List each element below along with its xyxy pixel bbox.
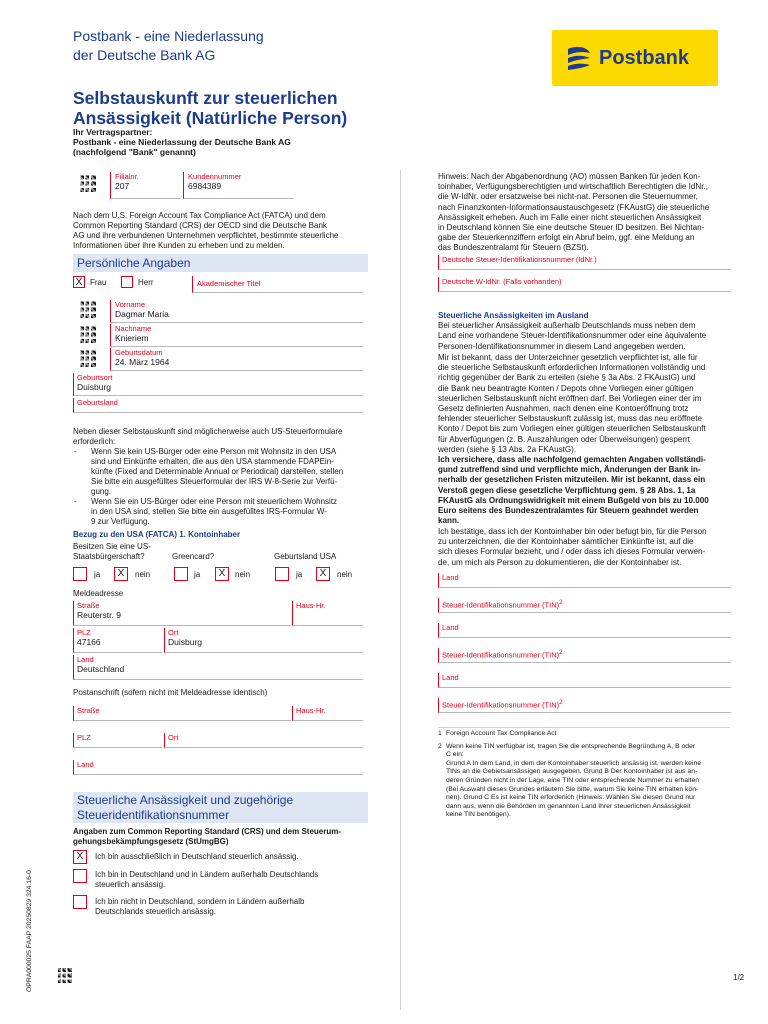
tax-opt1-mark: X [76,851,84,862]
melde-land-field[interactable] [73,655,363,680]
bekannt-line: richtig gegenüber der Bank zu erteilen (siehe § 3a Abs. 2 FKAustG) und [438,373,696,383]
footnote-1-number: 1 [438,730,442,737]
post-plz-label: PLZ [77,733,91,742]
versichere-line: nerhalb der gesetzlichen Fristen mitzuteilen. Mir ist bekannt, dass ein [438,475,706,485]
post-land-label: Land [77,760,94,769]
melde-ort-value: Duisburg [168,637,203,647]
intro-line: Nach dem U.S. Foreign Account Tax Compliance Act (FATCA) und dem [73,211,326,220]
foreign-land-label: Land [442,573,459,582]
footnote-2-line: keine TIN benötigen). [446,811,511,819]
hinweis-line: in Deutschland können Sie eine deutsche Steuer ID besitzen. Bei Nichtan- [438,223,705,233]
nachname-label: Nachname [115,324,152,333]
vorname-label: Vorname [115,300,146,309]
melde-strasse-label: Straße [77,601,100,610]
crs-heading-line1: Angaben zum Common Reporting Standard (CRS) und dem Steuerum- [73,827,342,836]
tin-footnote-ref: 2 [559,649,563,656]
partner-line1: Ihr Vertragspartner: [73,127,153,137]
footnote-1 [438,730,734,739]
citizenship-nein-label: nein [135,570,151,579]
versichere-line: gund zutreffend sind und verpflichte mich, Änderungen der Bank in- [438,465,701,475]
tax-opt3-line2: Deutschlands steuerlich ansässig. [95,907,216,916]
melde-land-value: Deutschland [77,664,125,674]
citizenship-nein-checkbox[interactable] [114,567,128,581]
geburtsdatum-field[interactable] [110,348,363,371]
akad-titel-label: Akademischer Titel [197,279,261,288]
tax-opt3-checkbox[interactable] [73,895,87,909]
side-document-code: OPRA000025 FAAP 20250829 324.16-0 [26,870,33,992]
versichere-block [438,455,734,526]
intro-text [73,211,373,251]
hinweis-line: toinhaber, Verfügungsberechtigten und wirtschaftlich Berechtigten die IdNr., [438,182,708,192]
akad-titel-field[interactable] [192,276,363,293]
post-heading: Postanschrift (sofern nicht mit Meldeadresse identisch) [73,688,268,697]
footnotes [438,730,734,820]
foreign-land-field-3[interactable] [438,673,731,688]
ausland-line: Bei steuerlicher Ansässigkeit außerhalb Deutschlands muss neben dem [438,321,696,331]
footnote-2-line: dann aus, wenn die Behörden im genannten Land Ihrer steuerlichen Ansässigkeit [446,802,691,810]
herr-checkbox[interactable] [121,276,133,288]
tin-footnote-ref: 2 [559,699,563,706]
tin-footnote-ref: 2 [559,599,563,606]
us-bullet-1 [73,447,373,497]
section-tax-residence [73,792,368,823]
bekannt-line: steuerlichen Selbstauskunft nicht eröffnen darf. Bei Vorliegen einer der im [438,393,702,403]
post-strasse-label: Straße [77,706,100,715]
citizenship-ja-checkbox[interactable] [73,567,87,581]
bullet-dash: - [74,447,77,456]
frau-checkmark: X [75,277,83,288]
herr-label: Herr [138,278,154,287]
footnote-2-line: (Bei Auswahl dieses Grundes erläutern Sie bitte, warum Sie keine TIN erhalten kön- [446,785,699,793]
foreign-tin-label [439,698,731,710]
postbank-logo [552,30,718,86]
melde-strasse-value: Reuterstr. 9 [77,610,121,620]
citizenship-ja-label: ja [94,570,101,579]
geburtsort-value: Duisburg [77,382,112,392]
q-citizenship-line1: Besitzen Sie eine US- [73,542,151,551]
widnr-label: Deutsche W-IdNr. (Falls vorhanden) [442,277,562,286]
intro-line: Common Reporting Standard (CRS) der OECD sind die Deutsche Bank [73,221,327,230]
form-title-line1: Selbstauskunft zur steuerlichen [73,88,338,108]
foreign-tin-field-1[interactable] [438,598,731,613]
melde-strasse-field[interactable] [73,601,291,626]
section-tax-title-line1: Steuerliche Ansässigkeit und zugehörige [77,793,294,807]
greencard-nein-mark: X [218,568,226,579]
tax-opt2-line2: steuerlich ansässig. [95,880,166,889]
footnote-1-text: Foreign Account Tax Compliance Act [446,730,557,737]
tax-opt2-label [95,870,318,890]
bullet-line: Wenn Sie kein US-Bürger oder eine Person mit Wohnsitz in den USA [91,447,337,456]
bekannt-line: für Abverfügungen (z. B. Auszahlungen oder Überweisungen) gesperrt [438,434,690,444]
footnote-rule [438,727,730,728]
foreign-tin-field-3[interactable] [438,698,731,713]
bullet-line: künfte (Fixed and Determinable Annual or Periodical) darstellen, stellen [91,467,344,476]
melde-plz-field[interactable] [73,628,162,653]
tin-label-text: Steuer-Identifikationsnummer (TIN) [442,700,560,710]
intro-line: AG und ihre verbundenen Unternehmen verpflichtet, bestimmte steuerliche [73,231,339,240]
melde-ort-field[interactable] [164,628,363,653]
idnr-field[interactable] [438,255,731,270]
fatca-heading: Bezug zu den USA (FATCA) 1. Kontoinhaber [73,530,241,539]
bullet-line: gung. [91,487,112,496]
hinweis-line: Ansässigkeit erheben. Auch im Falle einer nicht steuerlichen Ansässigkeit [438,212,702,222]
bank-name [73,27,264,65]
page-number: 1/2 [733,973,745,982]
q-citizenship [73,542,151,562]
crs-heading [73,827,341,847]
nachname-field[interactable] [110,324,363,347]
filial-value: 207 [115,181,130,191]
foreign-land-label: Land [442,623,459,632]
form-title-line2: Ansässigkeit (Natürliche Person) [73,108,348,128]
geburtsland-field[interactable] [73,398,363,413]
footnote-2-line: C ein: [446,751,464,759]
melde-ort-label: Ort [168,628,179,637]
versichere-line: Ich versichere, dass alle nachfolgend gemachten Angaben vollständi- [438,455,706,464]
melde-heading: Meldeadresse [73,589,124,598]
tax-opt2-checkbox[interactable] [73,869,87,883]
post-plz-field[interactable] [73,733,162,748]
bekannt-line: die Bank neu beantragte Konten / Depots ohne Vorliegen einer gültigen [438,383,694,393]
nachname-value: Knieriem [115,333,149,343]
melde-hausnr-label: Haus-Hr. [296,601,326,610]
footnote-2-line: nen). Grund C Es ist keine TIN erforderlich (Hinweis: Wählen Sie diesen Grund nur [446,794,696,802]
us-intro-line: Neben dieser Selbstauskunft sind möglicherweise auch US-Steuerformulare [73,427,343,436]
tin-label-text: Steuer-Identifikationsnummer (TIN) [442,600,560,610]
idnr-label: Deutsche Steuer-Identifikationsnummer (IdNr.) [442,255,597,264]
bullet-line: Sie bitte ein ausgefülltes Steuerformular der IRS W-8-Serie zur Verfü- [91,477,338,486]
bekannt-block [438,353,734,455]
bekannt-line: fehlender steuerlicher Selbstauskunft zulässig ist, muss das neu eröffnete [438,414,702,424]
melde-plz-label: PLZ [77,628,91,637]
greencard-ja-checkbox[interactable] [174,567,188,581]
post-land-field[interactable] [73,760,363,775]
bank-name-line2: der Deutsche Bank AG [73,47,216,63]
birth-usa-nein-label: nein [337,570,353,579]
birth-usa-ja-checkbox[interactable] [275,567,289,581]
hinweis-line: nach Finanzkonten-Informationsaustauschgesetz (FKAustG) die steuerliche [438,202,710,212]
post-ort-field[interactable] [164,733,363,748]
ausland-line: Personen-Identifikationsnummer in diesem Land angegeben werden. [438,341,686,351]
bekannt-line: die steuerliche Selbstauskunft erforderlichen Informationen vollständig und [438,363,706,373]
datamatrix-code-footer [55,966,72,983]
datamatrix-code-account [77,173,96,192]
vorname-value: Dagmar Maria [115,309,169,319]
kunden-value: 6984389 [188,181,222,191]
form-title [73,88,347,128]
bekannt-line: Gesetz definierten Ausnahmen, nach denen eine Kontoeröffnung trotz [438,404,689,414]
melde-hausnr-field[interactable] [292,601,363,626]
bullet-line: Wenn Sie ein US-Bürger oder eine Person mit steuerlichem Wohnsitz [91,497,338,506]
us-bullet-2 [73,497,373,527]
greencard-ja-label: ja [194,570,201,579]
filial-label: Filialnr. [115,172,139,181]
widnr-field[interactable] [438,277,731,292]
bestaetige-block [438,527,734,568]
q-greencard: Greencard? [172,552,215,561]
bullet-line: 9 zur Verfügung. [91,517,150,526]
bekannt-line: werden (siehe § 13 Abs. 2a FKAustG). [438,444,577,454]
bullet-line: sind und Einkünfte erhalten, die aus den USA stammende FDAPEin- [91,457,334,466]
partner-line3: (nachfolgend "Bank" genannt) [73,147,196,157]
geburtsort-label: Geburtsort [77,373,113,382]
greencard-nein-label: nein [235,570,251,579]
birth-usa-nein-checkbox[interactable] [316,567,330,581]
tax-opt2-line1: Ich bin in Deutschland und in Ländern außerhalb Deutschlands [95,870,319,879]
filial-field[interactable] [110,172,181,199]
footnote-2-number: 2 [438,742,442,750]
section-personal-title: Persönliche Angaben [77,256,191,270]
bullet-dash: - [74,497,77,506]
tax-opt1-checkbox[interactable] [73,850,87,864]
ausland-block [438,311,734,352]
melde-plz-value: 47166 [77,637,101,647]
hinweis-line: die W-IdNr. oder ersatzweise bei nicht-nat. Personen die Steuernummer, [438,192,698,202]
foreign-land-field-2[interactable] [438,623,731,638]
contract-partner [73,127,291,157]
geburtsland-label: Geburtsland [77,398,118,407]
post-strasse-field[interactable] [73,706,291,721]
citizenship-nein-mark: X [117,568,125,579]
versichere-line: FKAustG als Ordnungswidrigkeit mit einem Bußgeld von bis zu 10.000 [438,495,709,505]
post-ort-label: Ort [168,733,179,742]
footnote-2 [438,743,734,820]
bullet-line: in den USA sind, stellen Sie bitte ein ausgefülltes IRS-Formular W- [91,507,327,516]
section-tax-title-line2: Steueridentifikationsnummer [77,808,230,822]
versichere-line: kann. [438,516,460,526]
datamatrix-code-geburtsdatum [77,348,96,367]
hinweis-line: Hinweis: Nach der Abgabenordnung (AO) müssen Banken für jeden Kon- [438,172,701,181]
us-intro-line: erforderlich: [73,437,116,446]
tin-label-text: Steuer-Identifikationsnummer (TIN) [442,650,560,660]
hinweis-text [438,172,734,254]
geburtsdatum-label: Geburtsdatum [115,348,163,357]
foreign-land-label: Land [442,673,459,682]
bestaetige-line: sich dieses Formular bezieht, und / oder dass ich dieses Formular verwen- [438,547,706,557]
footnote-2-line: deren Gründen nicht in der Lage, eine TIN oder entsprechende Nummer zu erhalten [446,776,700,784]
birth-usa-ja-label: ja [296,570,303,579]
postbank-horn-icon [565,45,593,71]
footnote-2-line: Grund A In dem Land, in dem der Kontoinhaber steuerlich ansässig ist, werden keine [446,759,702,767]
footnote-2-line: TINs an die Gebietsansässigen ausgegeben. Grund B Der Kontoinhaber ist aus an- [446,768,698,776]
foreign-tin-field-2[interactable] [438,648,731,663]
datamatrix-code-vorname [77,299,96,318]
versichere-line: Euro seitens des Bundeszentralamtes für Steuern geahndet werden [438,506,699,516]
us-forms-text [73,427,373,527]
birth-usa-nein-mark: X [319,568,327,579]
versichere-line: Verstoß gegen diese gesetzliche Verpflichtung gem. § 28 Abs. 1, 1a [438,485,696,495]
vorname-field[interactable] [110,300,363,323]
foreign-tin-label [439,648,731,660]
bekannt-line: Mir ist bekannt, dass der Unterzeichner gesetzlich verpflichtet ist, alle für [438,353,698,362]
geburtsdatum-value: 24. März 1964 [115,357,170,367]
hinweis-line: das Bundeszentralamt für Steuern (BZSt). [438,243,589,253]
ausland-line: Land eine vorhandene Steuer-Identifikationsnummer oder eine äquivalente [438,331,707,341]
datamatrix-code-nachname [77,324,96,343]
tax-opt3-label [95,897,304,917]
greencard-nein-checkbox[interactable] [215,567,229,581]
q-birth-usa: Geburtsland USA [274,552,337,561]
intro-line: Informationen über ihre Kunden zu erheben und zu melden. [73,241,285,250]
tax-opt1-label: Ich bin ausschließlich in Deutschland steuerlich ansässig. [95,852,299,861]
partner-line2: Postbank - eine Niederlassung der Deutsche Bank AG [73,137,291,147]
frau-checkbox[interactable] [73,276,85,288]
footnote-2-line: Wenn keine TIN verfügbar ist, tragen Sie die entsprechende Begründung A, B oder [446,742,696,750]
kunden-label: Kundennummer [188,172,242,181]
kunden-field[interactable] [183,172,294,199]
hinweis-line: gabe der Steuerkennziffern erfolgt ein Abruf beim, ggf. eine Meldung an [438,233,695,243]
column-divider [400,170,401,1010]
q-citizenship-line2: Staatsbürgerschaft? [73,552,145,561]
foreign-tin-label [439,598,731,610]
tax-opt3-line1: Ich bin nicht in Deutschland, sondern in Ländern außerhalb [95,897,305,906]
post-hausnr-label: Haus-Hr. [296,706,326,715]
melde-land-label: Land [77,655,94,664]
geburtsort-field[interactable] [73,373,363,396]
bestaetige-line: de, um mich als Person zu dokumentieren, die der Kontoinhaber ist. [438,557,682,567]
foreign-land-field-1[interactable] [438,573,731,588]
crs-heading-line2: gehungsbekämpfungsgesetz (StUmgBG) [73,837,229,846]
frau-label: Frau [90,278,107,287]
logo-text: Postbank [599,47,690,69]
section-personal [73,254,368,272]
bekannt-line: Konto / Depot bis zum Vorliegen einer gültigen steuerlichen Selbstauskunft [438,424,706,434]
post-hausnr-field[interactable] [292,706,363,721]
ausland-heading: Steuerliche Ansässigkeiten im Ausland [438,311,589,320]
bank-name-line1: Postbank - eine Niederlassung [73,28,264,44]
bestaetige-line: Ich bestätige, dass ich der Kontoinhaber bin oder befugt bin, für die Person [438,527,707,536]
bestaetige-line: zu unterzeichnen, die der Kontoinhaber sämtlicher Einkünfte ist, auf die [438,537,694,547]
